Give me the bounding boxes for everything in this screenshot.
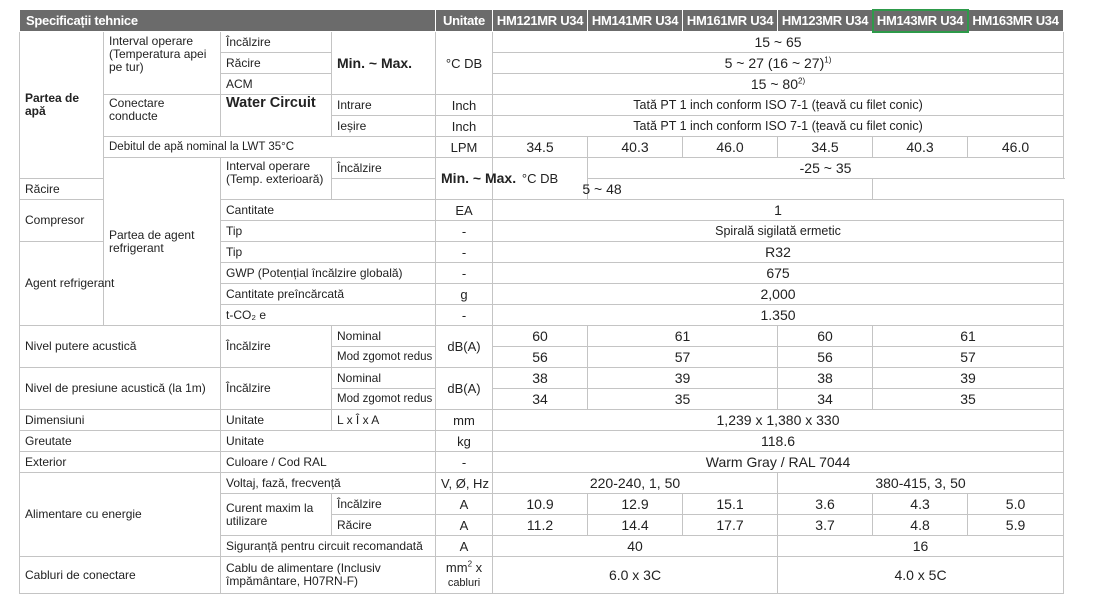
water-temp-unit: °C DB (436, 32, 493, 95)
sound-pressure-nominal-label: Nominal (332, 368, 436, 389)
sound-power-nominal-label: Nominal (332, 326, 436, 347)
sound-pressure-value: 39 (873, 368, 1064, 389)
dimensions-unit: mm (436, 410, 493, 431)
gwp-unit: - (436, 263, 493, 284)
compressor-qty-unit: EA (436, 200, 493, 221)
sound-pressure-label: Nivel de presiune acustică (la 1m) (20, 368, 221, 410)
table-title: Specificații tehnice (20, 10, 436, 32)
fuse-label: Siguranță pentru circuit recomandată (221, 536, 436, 557)
current-cooling-value: 3.7 (778, 515, 873, 536)
ref-cooling-label: Răcire (20, 179, 104, 200)
sound-pressure-heating-label: Încălzire (221, 368, 332, 410)
voltage-label: Voltaj, fază, frecvență (221, 473, 436, 494)
weight-value: 118.6 (493, 431, 1064, 452)
cables-value: 6.0 x 3C (493, 557, 778, 594)
inlet-value: Tată PT 1 inch conform ISO 7-1 (țeavă cu filet conic) (493, 95, 1064, 116)
compressor-type-unit: - (436, 221, 493, 242)
dimensions-value: 1,239 x 1,380 x 330 (493, 410, 1064, 431)
sound-power-unit: dB(A) (436, 326, 493, 368)
flow-value: 40.3 (873, 137, 968, 158)
outlet-label: Ieșire (332, 116, 436, 137)
ref-minmax-label: Min. ~ Max. (436, 158, 493, 200)
current-heating-value: 10.9 (493, 494, 588, 515)
current-heating-unit: A (436, 494, 493, 515)
model-header: HM141MR U34 (588, 10, 683, 32)
agent-type-label: Tip (221, 242, 436, 263)
gwp-value: 675 (493, 263, 1064, 284)
model-header: HM121MR U34 (493, 10, 588, 32)
current-cooling-value: 4.8 (873, 515, 968, 536)
cables-label: Cabluri de conectare (20, 557, 221, 594)
dimensions-sub: Unitate (221, 410, 332, 431)
outlet-value: Tată PT 1 inch conform ISO 7-1 (țeavă cu filet conic) (493, 116, 1064, 137)
water-dhw-value: 15 ~ 80$^{2)}$ (493, 74, 1064, 95)
dimensions-axes: L x Î x A (332, 410, 436, 431)
ref-cooling-value: 5 ~ 48 (332, 179, 873, 200)
sound-power-heating-label: Încălzire (221, 326, 332, 368)
gwp-label: GWP (Potențial încălzire globală) (221, 263, 436, 284)
water-minmax-label: Min. ~ Max. (332, 32, 436, 95)
current-heating-label: Încălzire (332, 494, 436, 515)
agent-type-value: R32 (493, 242, 1064, 263)
cables-unit: $mm^2$ x cabluri (436, 557, 493, 594)
section-water: Partea de apă (20, 32, 104, 179)
ref-heating-label: Încălzire (332, 158, 436, 179)
flow-value: 40.3 (588, 137, 683, 158)
current-cooling-value: 11.2 (493, 515, 588, 536)
unit-header: Unitate (436, 10, 493, 32)
exterior-sub: Culoare / Cod RAL (221, 452, 436, 473)
current-cooling-value: 5.9 (968, 515, 1064, 536)
current-cooling-unit: A (436, 515, 493, 536)
sound-pressure-value: 34 (778, 389, 873, 410)
voltage-value: 220-240, 1, 50 (493, 473, 778, 494)
compressor-qty-label: Cantitate (221, 200, 436, 221)
fuse-value: 16 (778, 536, 1064, 557)
compressor-type-value: Spirală sigilată ermetic (493, 221, 1064, 242)
flow-value: 34.5 (778, 137, 873, 158)
weight-unit: kg (436, 431, 493, 452)
current-heating-value: 5.0 (968, 494, 1064, 515)
sound-pressure-silent-label: Mod zgomot redus (332, 389, 436, 410)
current-heating-value: 15.1 (683, 494, 778, 515)
precharge-unit: g (436, 284, 493, 305)
weight-sub: Unitate (221, 431, 436, 452)
voltage-unit: V, Ø, Hz (436, 473, 493, 494)
water-heating-label: Încălzire (221, 32, 332, 53)
sound-power-value: 60 (493, 326, 588, 347)
flow-label: Debitul de apă nominal la LWT 35°C (104, 137, 436, 158)
ref-heating-value: -25 ~ 35 (588, 158, 1064, 179)
exterior-unit: - (436, 452, 493, 473)
fuse-value: 40 (493, 536, 778, 557)
sound-power-value: 61 (588, 326, 778, 347)
sound-power-value: 57 (873, 347, 1064, 368)
sound-power-value: 56 (778, 347, 873, 368)
water-op-range-label: Interval operare (Temperatura apei pe tur) (104, 32, 221, 95)
water-cooling-label: Răcire (221, 53, 332, 74)
section-refrigerant: Partea de agent refrigerant (104, 158, 221, 326)
pipe-connection-label: Conectare conducte (104, 95, 221, 137)
model-header: HM123MR U34 (778, 10, 873, 32)
sound-pressure-value: 38 (493, 368, 588, 389)
cables-value: 4.0 x 5C (778, 557, 1064, 594)
compressor-label: Compresor (20, 200, 104, 242)
inlet-label: Intrare (332, 95, 436, 116)
current-heating-value: 3.6 (778, 494, 873, 515)
sound-pressure-value: 38 (778, 368, 873, 389)
current-cooling-label: Răcire (332, 515, 436, 536)
model-header: HM163MR U34 (968, 10, 1064, 32)
flow-value: 34.5 (493, 137, 588, 158)
sound-pressure-value: 35 (873, 389, 1064, 410)
max-current-label: Curent maxim la utilizare (221, 494, 332, 536)
fuse-unit: A (436, 536, 493, 557)
current-cooling-value: 14.4 (588, 515, 683, 536)
ref-temp-unit: °C DB (493, 158, 588, 200)
current-heating-value: 12.9 (588, 494, 683, 515)
sound-pressure-value: 35 (588, 389, 778, 410)
tco2-label: t-CO₂ e (221, 305, 436, 326)
specifications-table (19, 9, 1064, 594)
agent-label: Agent refrigerant (20, 242, 104, 326)
sound-pressure-value: 34 (493, 389, 588, 410)
agent-type-unit: - (436, 242, 493, 263)
header-row (20, 10, 1064, 32)
flow-value: 46.0 (683, 137, 778, 158)
inlet-unit: Inch (436, 95, 493, 116)
flow-value: 46.0 (968, 137, 1064, 158)
water-cooling-value: 5 ~ 27 (16 ~ 27)$^{1)}$ (493, 53, 1064, 74)
sound-power-silent-label: Mod zgomot redus (332, 347, 436, 368)
power-label: Alimentare cu energie (20, 473, 221, 557)
compressor-qty-value: 1 (493, 200, 1064, 221)
sound-power-value: 57 (588, 347, 778, 368)
flow-unit: LPM (436, 137, 493, 158)
sound-power-value: 56 (493, 347, 588, 368)
water-dhw-label: ACM (221, 74, 332, 95)
current-cooling-value: 17.7 (683, 515, 778, 536)
model-header: HM161MR U34 (683, 10, 778, 32)
precharge-value: 2,000 (493, 284, 1064, 305)
ref-op-range-label: Interval operare (Temp. exterioară) (221, 158, 332, 200)
dimensions-label: Dimensiuni (20, 410, 221, 431)
outlet-unit: Inch (436, 116, 493, 137)
weight-label: Greutate (20, 431, 221, 452)
cables-sub: Cablu de alimentare (Inclusiv împământare, H07RN-F) (221, 557, 436, 594)
tco2-unit: - (436, 305, 493, 326)
voltage-value: 380-415, 3, 50 (778, 473, 1064, 494)
sound-power-value: 61 (873, 326, 1064, 347)
sound-power-value: 60 (778, 326, 873, 347)
exterior-label: Exterior (20, 452, 221, 473)
current-heating-value: 4.3 (873, 494, 968, 515)
exterior-value: Warm Gray / RAL 7044 (493, 452, 1064, 473)
tco2-value: 1.350 (493, 305, 1064, 326)
sound-power-label: Nivel putere acustică (20, 326, 221, 368)
water-heating-value: 15 ~ 65 (493, 32, 1064, 53)
sound-pressure-unit: dB(A) (436, 368, 493, 410)
sound-pressure-value: 39 (588, 368, 778, 389)
water-circuit-label: Water Circuit (221, 95, 332, 137)
model-header-highlighted: HM143MR U34 (873, 10, 968, 32)
precharge-label: Cantitate preîncărcată (221, 284, 436, 305)
compressor-type-label: Tip (221, 221, 436, 242)
